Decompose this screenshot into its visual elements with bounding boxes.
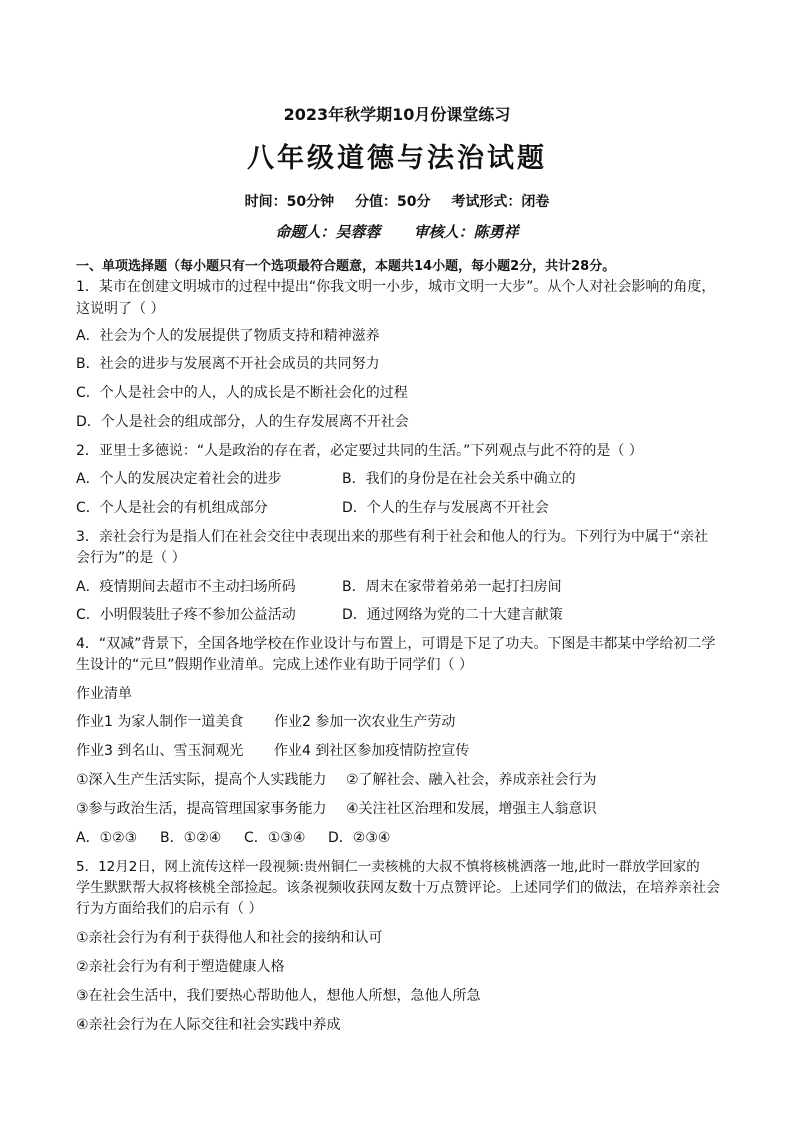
q4-option-c: C．①③④ bbox=[244, 830, 306, 846]
q2-option-c: C．个人是社会的有机组成部分 bbox=[76, 500, 268, 516]
q2-option-b: B．我们的身份是在社会关系中确立的 bbox=[342, 471, 576, 487]
q4-statement-2: ②了解社会、融入社会，养成亲社会行为 bbox=[346, 772, 597, 788]
q5-stem-line3: 行为方面给我们的启示有（ ） bbox=[76, 901, 263, 917]
q3-option-d: D．通过网络为党的二十大建言献策 bbox=[342, 607, 563, 623]
q3-stem-line2: 会行为”的是（ ） bbox=[76, 550, 186, 566]
homework-item-2: 作业2 参加一次农业生产劳动 bbox=[274, 714, 456, 730]
exam-subject-title: 八年级道德与法治试题 bbox=[247, 143, 547, 174]
q4-option-b: B．①②④ bbox=[160, 830, 222, 846]
exam-author: 命题人：吴蓉蓉 bbox=[275, 223, 381, 241]
q5-statement-2: ②亲社会行为有利于塑造健康人格 bbox=[76, 959, 285, 975]
q4-statement-1: ①深入生产生活实际，提高个人实践能力 bbox=[76, 772, 327, 788]
q1-option-d: D．个人是社会的组成部分，人的生存发展离不开社会 bbox=[76, 414, 409, 430]
q2-option-d: D．个人的生存与发展离不开社会 bbox=[342, 500, 549, 516]
q5-statement-4: ④亲社会行为在人际交往和社会实践中养成 bbox=[76, 1017, 341, 1033]
exam-reviewer: 审核人：陈勇祥 bbox=[413, 223, 519, 241]
q3-option-a: A．疫情期间去超市不主动扫场所码 bbox=[76, 579, 296, 595]
q1-option-a: A．社会为个人的发展提供了物质支持和精神滋养 bbox=[76, 328, 380, 344]
homework-list-title: 作业清单 bbox=[76, 686, 132, 702]
q1-option-c: C．个人是社会中的人，人的成长是不断社会化的过程 bbox=[76, 385, 408, 401]
q1-option-b: B．社会的进步与发展离不开社会成员的共同努力 bbox=[76, 356, 380, 372]
q4-statement-4: ④关注社区治理和发展，增强主人翁意识 bbox=[346, 801, 597, 817]
homework-item-4: 作业4 到社区参加疫情防控宣传 bbox=[274, 743, 470, 759]
section-heading: 一、单项选择题（每小题只有一个选项最符合题意，本题共14小题，每小题2分，共计28分。 bbox=[76, 259, 616, 274]
q5-stem-line1: 5．12月2日，网上流传这样一段视频:贵州铜仁一卖核桃的大叔不慎将核桃洒落一地,此时一群放学回家的 bbox=[76, 859, 700, 875]
q4-statement-3: ③参与政治生活，提高管理国家事务能力 bbox=[76, 801, 327, 817]
q4-option-d: D．②③④ bbox=[328, 830, 391, 846]
q5-stem-line2: 学生默默帮大叔将核桃全部捡起。该条视频收获网友数十万点赞评论。上述同学们的做法，在培养亲社会 bbox=[76, 880, 720, 896]
q4-option-a: A．①②③ bbox=[76, 830, 138, 846]
exam-authors bbox=[0, 222, 794, 242]
q1-stem-line2: 这说明了（ ） bbox=[76, 301, 165, 317]
q4-stem-line1: 4．“双减”背景下，全国各地学校在作业设计与布置上，可谓是下足了功夫。下图是丰都某中学给初二学 bbox=[76, 636, 716, 652]
q5-statement-3: ③在社会生活中，我们要热心帮助他人，想他人所想，急他人所急 bbox=[76, 988, 481, 1004]
q3-stem-line1: 3．亲社会行为是指人们在社会交往中表现出来的那些有利于社会和他人的行为。下列行为中属于“亲社 bbox=[76, 529, 709, 545]
exam-title: 2023年秋学期10月份课堂练习 bbox=[283, 105, 511, 124]
homework-item-1: 作业1 为家人制作一道美食 bbox=[76, 714, 244, 730]
q3-option-b: B．周末在家带着弟弟一起打扫房间 bbox=[342, 579, 562, 595]
q1-stem-line1: 1．某市在创建文明城市的过程中提出“你我文明一小步，城市文明一大步”。从个人对社会影响的角度， bbox=[76, 279, 716, 295]
q5-statement-1: ①亲社会行为有利于获得他人和社会的接纳和认可 bbox=[76, 930, 383, 946]
q2-stem: 2．亚里士多德说：“人是政治的存在者，必定要过共同的生活。”下列观点与此不符的是（ ） bbox=[76, 443, 643, 459]
exam-time: 时间：50分钟 bbox=[244, 194, 335, 210]
exam-meta bbox=[0, 192, 794, 212]
homework-item-3: 作业3 到名山、雪玉洞观光 bbox=[76, 743, 244, 759]
q4-stem-line2: 生设计的“元旦”假期作业清单。完成上述作业有助于同学们（ ） bbox=[76, 657, 473, 673]
q3-option-c: C．小明假装肚子疼不参加公益活动 bbox=[76, 607, 296, 623]
exam-score: 分值：50分 bbox=[355, 194, 431, 210]
exam-format: 考试形式：闭卷 bbox=[451, 194, 550, 210]
q2-option-a: A．个人的发展决定着社会的进步 bbox=[76, 471, 282, 487]
